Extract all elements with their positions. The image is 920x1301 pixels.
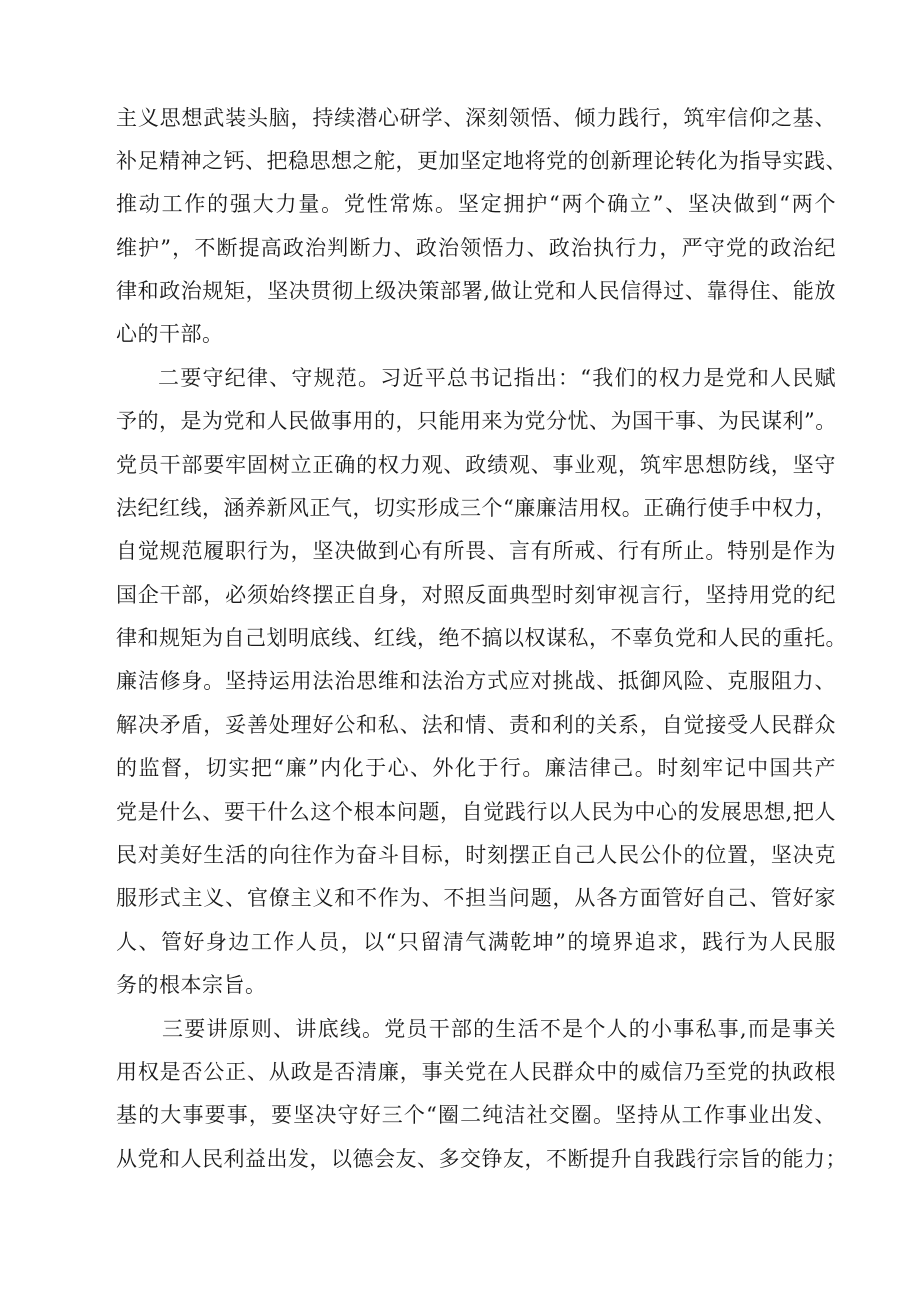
text-line: 党是什么、要干什么这个根本问题，自觉践行以人民为中心的发展思想,把人	[116, 800, 836, 824]
text-line: 人、管好身边工作人员，以“只留清气满乾坤”的境界追求，践行为人民服	[116, 930, 836, 954]
text-line: 予的，是为党和人民做事用的，只能用来为党分忧、为国干事、为民谋利”。	[116, 409, 837, 433]
text-line: 维护”，不断提高政治判断力、政治领悟力、政治执行力，严守党的政治纪	[116, 236, 836, 260]
text-line: 心的干部。	[116, 322, 224, 346]
paragraph-start-line: 三要讲原则、讲底线。党员干部的生活不是个人的小事私事,而是事关	[162, 1017, 836, 1041]
text-line: 主义思想武装头脑，持续潜心研学、深刻领悟、倾力践行，筑牢信仰之基、	[116, 106, 836, 130]
text-line: 务的根本宗旨。	[116, 973, 267, 997]
text-line: 法纪红线，涵养新风正气，切实形成三个“廉廉洁用权。正确行使手中权力，	[116, 496, 837, 520]
text-line: 补足精神之钙、把稳思想之舵，更加坚定地将党的创新理论转化为指导实践、	[116, 149, 847, 173]
text-line: 民对美好生活的向往作为奋斗目标，时刻摆正自己人民公仆的位置，坚决克	[116, 843, 836, 867]
text-line: 自觉规范履职行为，坚决做到心有所畏、言有所戒、行有所止。特别是作为	[116, 539, 836, 563]
text-line: 律和规矩为自己划明底线、红线，绝不搞以权谋私，不辜负党和人民的重托。	[116, 626, 847, 650]
text-line: 用权是否公正、从政是否清廉，事关党在人民群众中的威信乃至党的执政根	[116, 1060, 836, 1084]
text-line: 从党和人民利益出发，以德会友、多交铮友，不断提升自我践行宗旨的能力；	[116, 1147, 847, 1171]
text-line: 的监督，切实把“廉”内化于心、外化于行。廉洁律己。时刻牢记中国共产	[116, 756, 836, 780]
text-line: 国企干部，必须始终摆正自身，对照反面典型时刻审视言行，坚持用党的纪	[116, 583, 836, 607]
text-line: 推动工作的强大力量。党性常炼。坚定拥护“两个确立”、坚决做到“两个	[116, 192, 836, 216]
text-line: 基的大事要事，要坚决守好三个“圈二纯洁社交圈。坚持从工作事业出发、	[116, 1103, 836, 1127]
text-line: 律和政治规矩，坚决贯彻上级决策部署,做让党和人民信得过、靠得住、能放	[116, 279, 836, 303]
text-line: 解决矛盾，妥善处理好公和私、法和情、责和利的关系，自觉接受人民群众	[116, 713, 836, 737]
text-line: 党员干部要牢固树立正确的权力观、政绩观、事业观，筑牢思想防线，坚守	[116, 453, 836, 477]
paragraph-start-line: 二要守纪律、守规范。习近平总书记指出：“我们的权力是党和人民赋	[158, 366, 836, 390]
text-line: 廉洁修身。坚持运用法治思维和法治方式应对挑战、抵御风险、克服阻力、	[116, 669, 836, 693]
text-line: 服形式主义、官僚主义和不作为、不担当问题，从各方面管好自己、管好家	[116, 886, 836, 910]
